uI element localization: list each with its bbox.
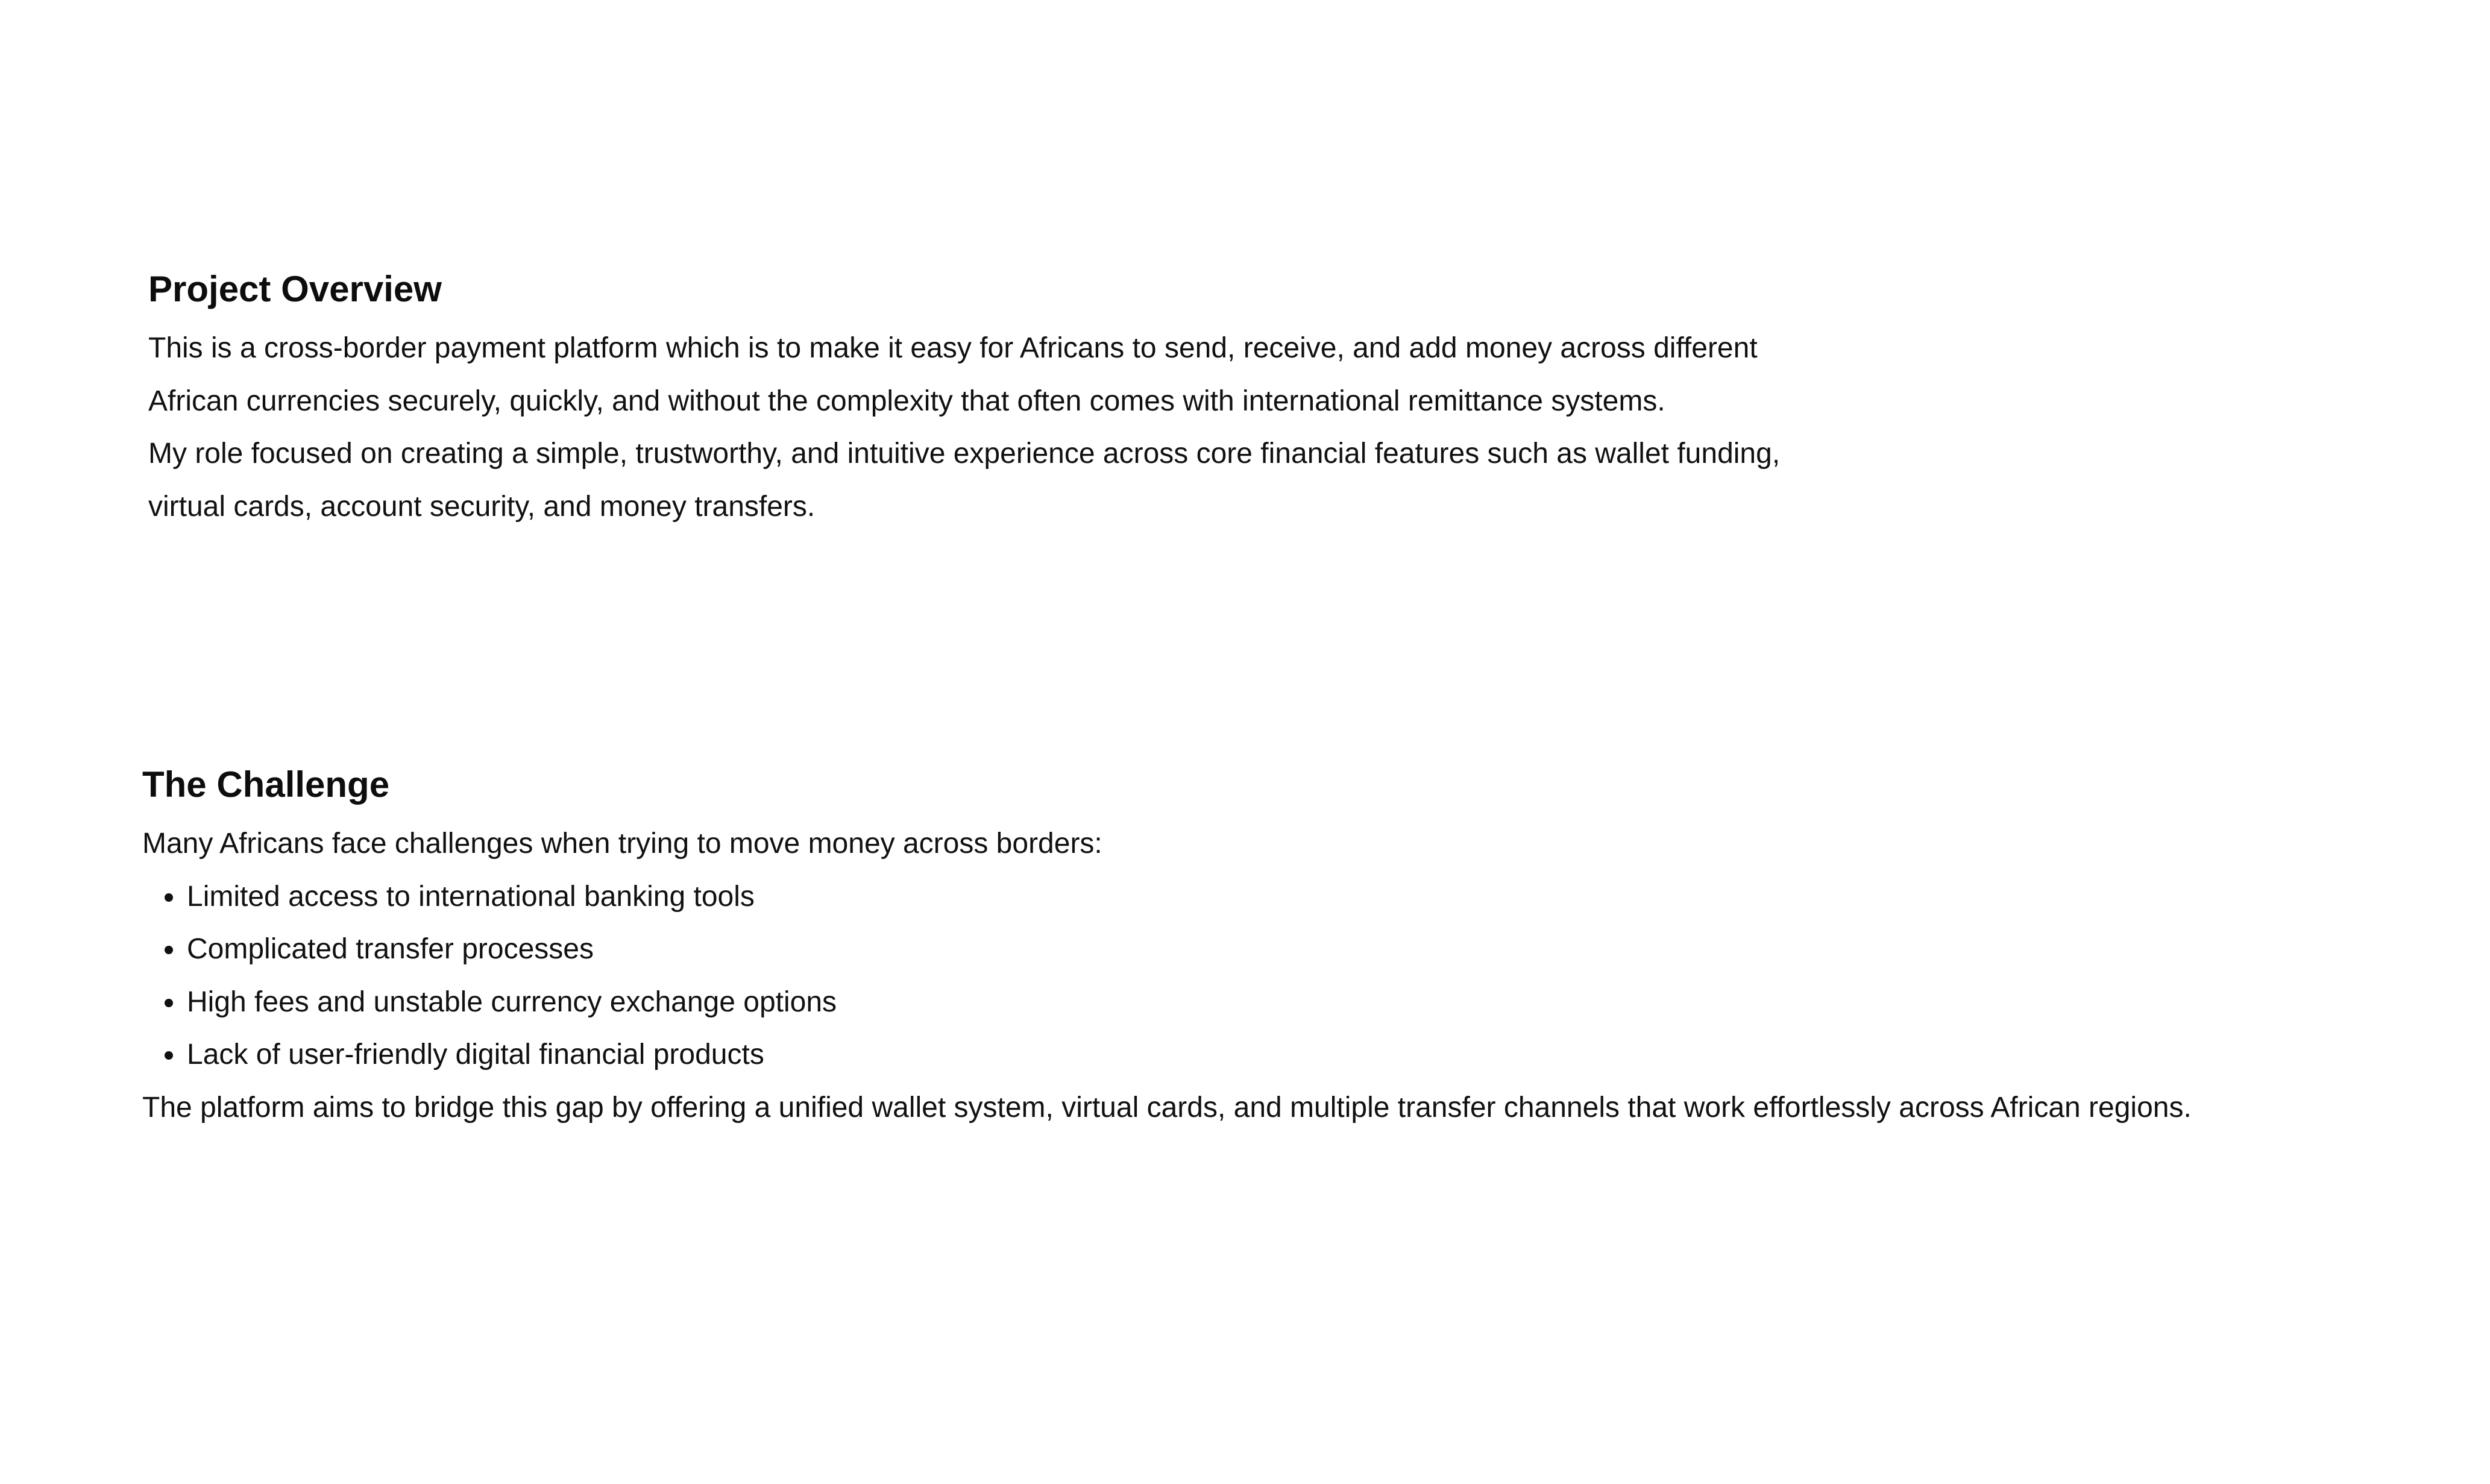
list-item: • High fees and unstable currency exchange options	[186, 976, 2469, 1029]
project-overview-section	[148, 264, 1848, 533]
challenge-section	[142, 759, 2469, 1134]
challenge-heading: The Challenge	[142, 764, 390, 805]
list-item: • Lack of user-friendly digital financial products	[186, 1028, 2469, 1081]
project-overview-paragraph-1: This is a cross-border payment platform which is to make it easy for Africans to send, receive, and add money across different African currencies securely, quickly, and without the complexity that often comes with international remittance systems.	[148, 332, 1758, 417]
challenge-intro: Many Africans face challenges when trying to move money across borders:	[142, 828, 1102, 860]
list-item: • Limited access to international banking tools	[186, 870, 2469, 923]
project-overview-paragraph-2: My role focused on creating a simple, trustworthy, and intuitive experience across core financial features such as wallet funding, virtual cards, account security, and money transfers.	[148, 438, 1781, 523]
challenge-list	[142, 870, 2469, 1081]
project-overview-heading: Project Overview	[148, 269, 442, 309]
list-item: • Complicated transfer processes	[186, 923, 2469, 976]
challenge-conclusion: The platform aims to bridge this gap by offering a unified wallet system, virtual cards, and multiple transfer channels that work effortlessly across African regions.	[142, 1091, 2192, 1124]
